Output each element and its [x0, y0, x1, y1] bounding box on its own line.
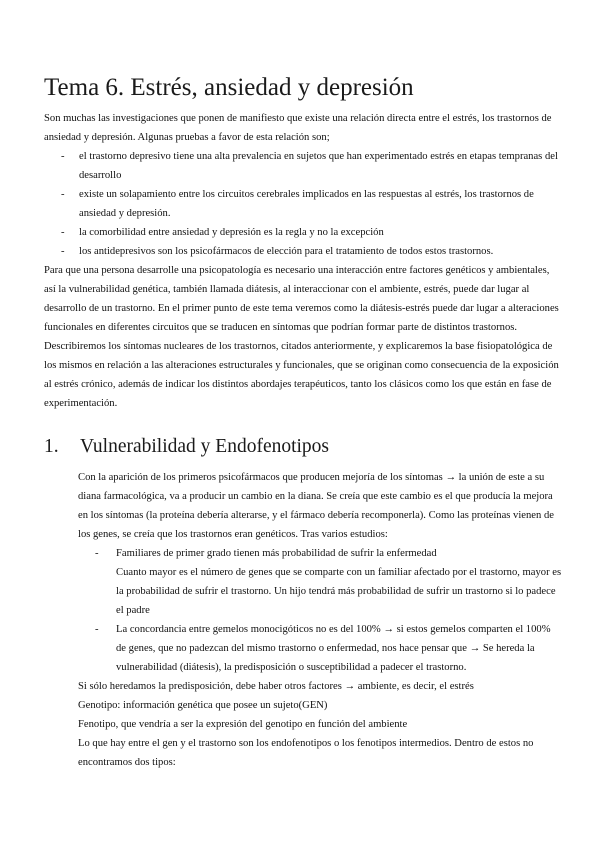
- section-lines: [78, 677, 562, 772]
- list-item-text: Familiares de primer grado tienen más probabilidad de sufrir la enfermedad: [116, 548, 437, 559]
- bullet-dash: -: [61, 189, 65, 200]
- section-intro-paragraph: Con la aparición de los primeros psicofármacos que producen mejoría de los síntomas → la unión de este a su diana farmacológica, va a producir un cambio en la diana. Se creía que este cambio es el que producía la mejora en los síntomas (la proteína debería alterarse, y el fármaco debería recomponerla). Como las proteínas vienen de los genes, se creía que los trastornos eran genéticos. Tras varios estudios:: [78, 472, 554, 540]
- bullet-dash: -: [61, 227, 65, 238]
- section-heading: [44, 433, 329, 461]
- list-item-subtext: Cuanto mayor es el número de genes que se comparte con un familiar afectado por el trastorno, mayor es la probabilidad de sufrir el trastorno. Un hijo tendrá más probabilidad de sufrir un trastorno si lo padece el padre: [116, 567, 562, 616]
- list-item: [78, 620, 562, 677]
- bullet-dash: -: [95, 624, 99, 635]
- intro-bullet-list: [44, 147, 562, 261]
- list-item-text: la comorbilidad entre ansiedad y depresión es la regla y no la excepción: [79, 227, 384, 238]
- list-item: [78, 544, 562, 620]
- page-title: Tema 6. Estrés, ansiedad y depresión: [44, 74, 414, 101]
- body-line: Fenotipo, que vendría a ser la expresión del genotipo en función del ambiente: [78, 719, 408, 730]
- bullet-dash: -: [95, 548, 99, 559]
- list-item: [44, 242, 562, 261]
- list-item-text: La concordancia entre gemelos monocigóticos no es del 100% → si estos gemelos comparten el 100% de genes, que no padezcan del mismo trastorno o enfermedad, nos hace pensar que → Se hereda la vulnerabilidad (diátesis), la predisposición o susceptibilidad a padecer el trastorno.: [116, 624, 551, 673]
- body-line: Genotipo: información genética que posee un sujeto(GEN): [78, 700, 328, 711]
- intro-paragraph: Son muchas las investigaciones que ponen de manifiesto que existe una relación directa entre el estrés, los trastornos de ansiedad y depresión. Algunas pruebas a favor de esta relación son;: [44, 113, 552, 143]
- section-number: 1.: [44, 436, 59, 457]
- list-item: [44, 147, 562, 185]
- section-bullet-list: [78, 544, 562, 677]
- bullet-dash: -: [61, 151, 65, 162]
- body-paragraph: Para que una persona desarrolle una psicopatología es necesario una interacción entre factores genéticos y ambientales, así la vulnerabilidad genética, también llamada diátesis, al interaccionar con el ambiente, estrés, puede dar lugar al desarrollo de un trastorno. En el primer punto de este tema veremos como la diátesis-estrés puede dar lugar a alteraciones funcionales en diferentes circuitos que se traducen en síntomas que podrían formar parte de distintos trastornos. Describiremos los síntomas nucleares de los trastornos, citados anteriormente, y explicaremos la base fisiopatológica de los mismos en relación a las alteraciones estructurales y funcionales, que se originan como consecuencia de la exposición al estrés crónico, además de indicar los distintos abordajes terapéuticos, tanto los clásicos como los que están en fase de experimentación.: [44, 265, 559, 409]
- list-item: [44, 185, 562, 223]
- list-item-text: los antidepresivos son los psicofármacos de elección para el tratamiento de todos estos trastornos.: [79, 246, 494, 257]
- list-item-text: el trastorno depresivo tiene una alta prevalencia en sujetos que han experimentado estrés en etapas tempranas del desarrollo: [79, 151, 558, 181]
- section-title: Vulnerabilidad y Endofenotipos: [80, 436, 330, 457]
- list-item: [44, 223, 562, 242]
- body-line: Si sólo heredamos la predisposición, debe haber otros factores → ambiente, es decir, el estrés: [78, 681, 474, 692]
- list-item-text: existe un solapamiento entre los circuitos cerebrales implicados en las respuestas al estrés, los trastornos de ansiedad y depresión.: [79, 189, 534, 219]
- body-line: Lo que hay entre el gen y el trastorno son los endofenotipos o los fenotipos intermedios. Dentro de estos no encontramos dos tipos:: [78, 738, 534, 768]
- bullet-dash: -: [61, 246, 65, 257]
